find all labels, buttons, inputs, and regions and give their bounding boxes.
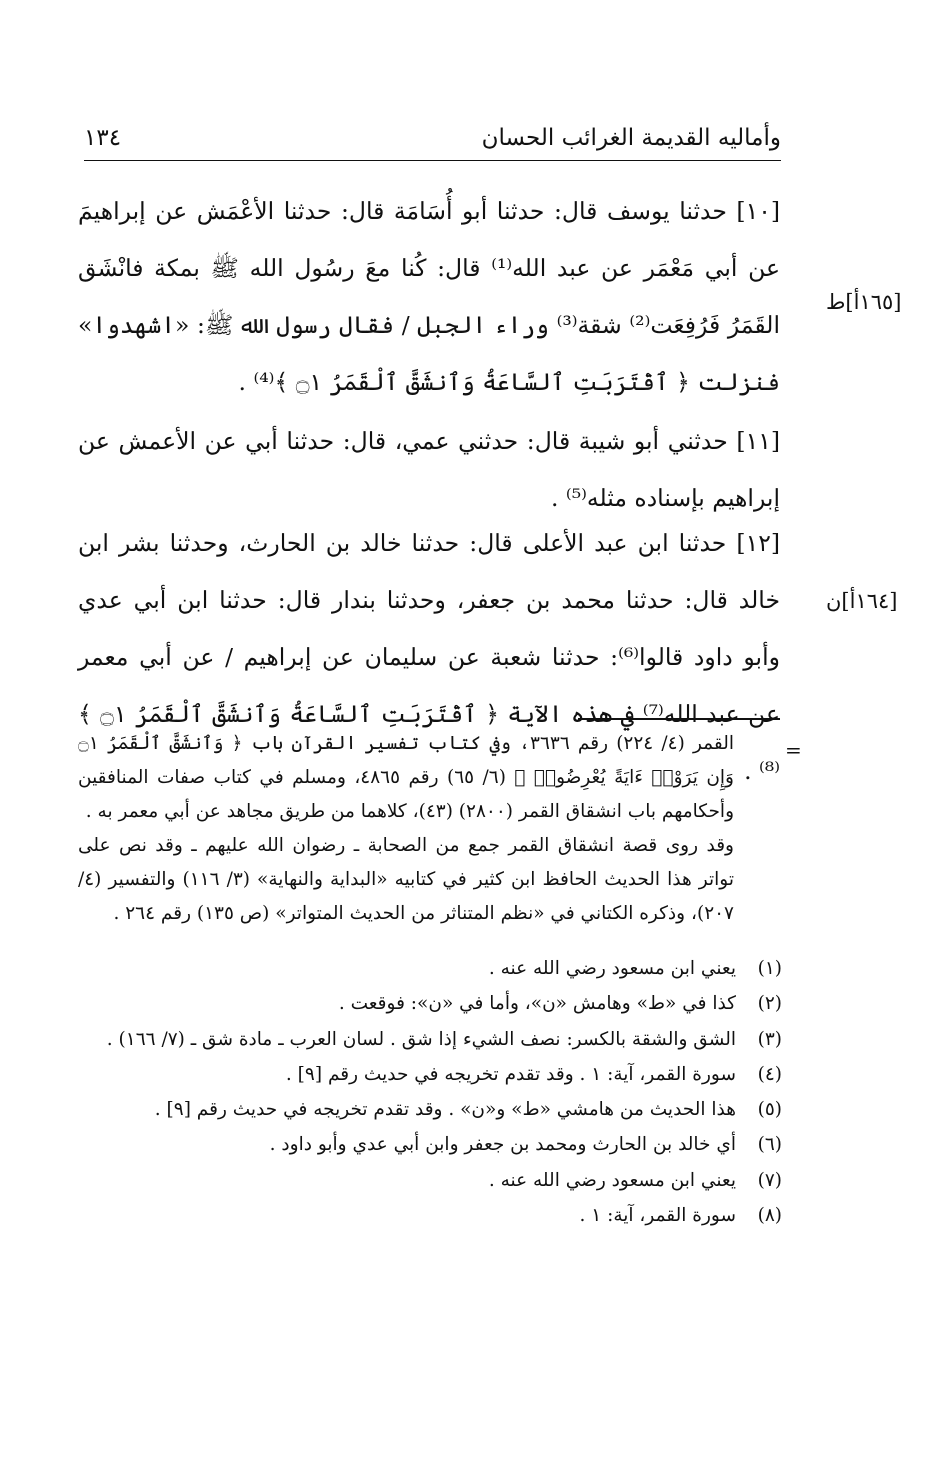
footnote	[150, 951, 782, 986]
footnote-number: (١)	[757, 958, 782, 979]
margin-note-t: [١٦٥أ]ط	[826, 290, 902, 314]
footnote-text: سورة القمر، آية: ١ .	[579, 1205, 736, 1227]
continued-note-para: القمر (٤/ ٢٢٤) رقم ٣٦٣٦، وفي كتاب تفسير القرآن باب ﴿ وَٱنشَقَّ ٱلْقَمَرُ ۝١ وَإِن يَرَوْا۟ ءَايَةً يُعْرِضُوا۟ ﴾ (٦/ ٦٥) رقم ٤٨٦٥، ومسلم في كتاب صفات المنافقين وأحكامهم باب انشقاق القمر (٢٨٠٠) (٤٣)، كلاهما من طريق مجاهد عن أبي معمر به .	[78, 733, 735, 822]
footnote-text: الشق والشقة بالكسر: نصف الشيء إذا شق . لسان العرب ـ مادة شق ـ (٧/ ١٦٦) .	[106, 1028, 736, 1050]
footnote	[106, 1022, 782, 1057]
continued-note-para: وقد روى قصة انشقاق القمر جمع من الصحابة ـ رضوان الله عليهم ـ وقد نص على تواتر هذا الحديث الحافظ ابن كثير في كتابيه «البداية والنهاية» (٣/ ١١٦) والتفسير (٤/ ٢٠٧)، وذكره الكتاني في «نظم المتناثر من الحديث المتواتر» (ص ١٣٥) رقم ٢٦٤ .	[78, 835, 734, 924]
page-number: ١٣٤	[84, 125, 122, 151]
footnote-text: هذا الحديث من هامشي «ط» و«ن» . وقد تقدم تخريجه في حديث رقم [٩] .	[154, 1099, 736, 1121]
hadith-10-text: [١٠] حدثنا يوسف قال: حدثنا أبو أُسَامَة قال: حدثنا الأعْمَش عن إبراهيمَ عن أبي مَعْمَر عن عبد الله⁽¹⁾ قال: كُنا معَ رسُول الله ﷺ بمكة فانْشَق القَمَرُ فَرُفِعَت⁽²⁾ شقة⁽³⁾ وراء الجبل / فقال رسول الله ﷺ: «اشهدوا» فنزلت ﴿ ٱقْتَرَبَتِ ٱلسَّاعَةُ وَٱنشَقَّ ٱلْقَمَرُ ۝١ ﴾⁽⁴⁾ .	[78, 197, 780, 396]
hadith-11-text: [١١] حدثني أبو شيبة قال: حدثني عمي، قال: حدثنا أبي عن الأعمش عن إبراهيم بإسناده مثله⁽⁵⁾ .	[78, 427, 780, 512]
footnote	[150, 1127, 782, 1162]
header-rule	[84, 160, 781, 161]
continued-footnote	[78, 727, 734, 931]
footnote-list	[106, 951, 782, 1233]
footnote-number: (٥)	[757, 1099, 782, 1121]
continuation-marker: =	[785, 738, 802, 762]
footnote	[150, 1163, 782, 1198]
footnote-number: (٣)	[757, 1028, 782, 1050]
footnote-text: أي خالد بن الحارث ومحمد بن جعفر وابن أبي عدي وأبو داود .	[269, 1134, 736, 1156]
footnote-text: سورة القمر، آية: ١ . وقد تقدم تخريجه في حديث رقم [٩] .	[285, 1063, 736, 1085]
footnote	[150, 1092, 782, 1127]
hadith-10	[78, 183, 780, 411]
footnote-number: (٨)	[757, 1205, 782, 1227]
footnote-number: (٧)	[757, 1169, 782, 1191]
footnote-text: يعني ابن مسعود رضي الله عنه .	[488, 958, 736, 979]
footnote-number: (٢)	[757, 993, 782, 1015]
footnote-text: يعني ابن مسعود رضي الله عنه .	[488, 1169, 736, 1191]
footnote-text: كذا في «ط» وهامش «ن»، وأما في «ن»: فوقعت .	[338, 993, 736, 1015]
hadith-12-text: [١٢] حدثنا ابن عبد الأعلى قال: حدثنا خالد بن الحارث، وحدثنا بشر ابن خالد قال: حدثنا محمد بن جعفر، وحدثنا بندار قال: حدثنا ابن أبي عدي وأبو داود قالوا⁽⁶⁾: حدثنا شعبة عن سليمان عن إبراهيم / عن أبي معمر عن عبد الله⁽⁷⁾ في هذه الآية ﴿ ٱقْتَرَبَتِ ٱلسَّاعَةُ وَٱنشَقَّ ٱلْقَمَرُ ۝١ ﴾⁽⁸⁾ .	[78, 529, 780, 785]
footnote-number: (٤)	[757, 1063, 782, 1085]
footnote-number: (٦)	[757, 1134, 782, 1156]
footnote	[150, 986, 782, 1021]
hadith-11	[78, 413, 780, 527]
margin-note-n: [١٦٤أ]ن	[826, 589, 898, 613]
footnote	[150, 1057, 782, 1092]
footnote	[150, 1198, 782, 1233]
footnote-rule	[578, 718, 780, 720]
running-title: وأماليه القديمة الغرائب الحسان	[481, 125, 781, 151]
